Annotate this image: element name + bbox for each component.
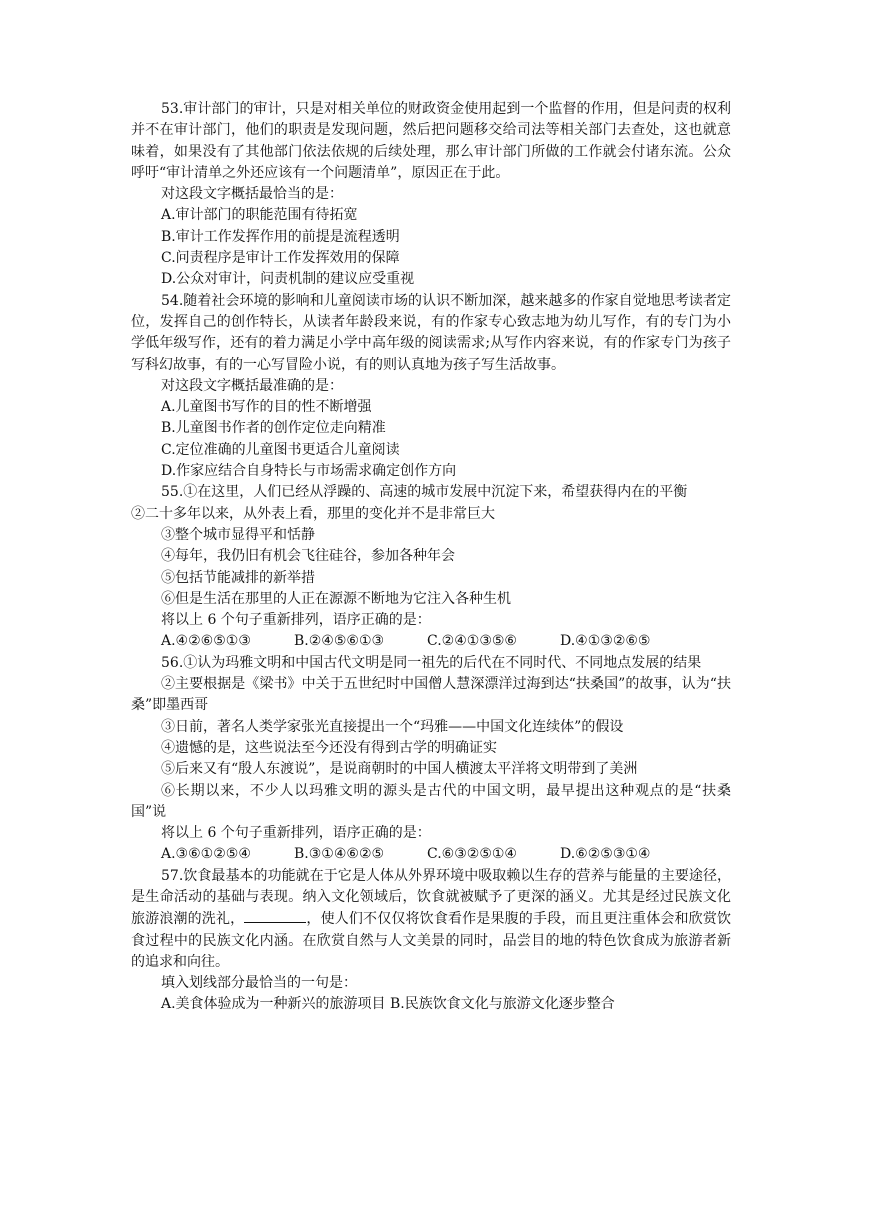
sentence-4: ④每年，我仍旧有机会飞往硅谷，参加各种年会: [161, 548, 455, 565]
option-c: C.⑥③②⑤①④: [427, 846, 517, 863]
sentence-3: ③整个城市显得平和恬静: [161, 526, 315, 543]
option-d: D.作家应结合自身特长与市场需求确定创作方向: [161, 463, 457, 480]
option-d: D.④①③②⑥⑤: [560, 633, 651, 650]
question-53: [131, 99, 731, 291]
options-row: [131, 844, 731, 865]
fill-in-blank: [244, 908, 306, 923]
option-b: B.儿童图书作者的创作定位走向精准: [161, 420, 386, 437]
sentence-1: 56.①认为玛雅文明和中国古代文明是同一祖先的后代在不同时代、不同地点发展的结果: [161, 654, 702, 671]
sentence-2: ②二十多年以来，从外表上看，那里的变化并不是非常巨大: [131, 505, 495, 522]
option-c: C.定位准确的儿童图书更适合儿童阅读: [161, 441, 400, 458]
question-56: [131, 653, 731, 866]
question-stem: 53.审计部门的审计，只是对相关单位的财政资金使用起到一个监督的作用，但是问责的权利并不在审计部门，他们的职责是发现问题，然后把问题移交给司法等相关部门去查处，这也就意味着，如果没有了其他部门依法依规的后续处理，那么审计部门所做的工作就会付诸东流。公众呼吁“审计清单之外还应该有一个问题清单”，原因正在于此。: [131, 101, 731, 181]
sentence-6: ⑥长期以来，不少人以玛雅文明的源头是古代的中国文明，最早提出这种观点的是“扶桑国”说: [131, 782, 731, 820]
option-b: B.③①④⑥②⑤: [294, 846, 385, 863]
question-stem: [131, 866, 731, 973]
question-55: [131, 482, 731, 652]
option-d: D.公众对审计，问责机制的建议应受重视: [161, 271, 415, 288]
question-stem: 54.随着社会环境的影响和儿童阅读市场的认识不断加深，越来越多的作家自觉地思考读者定位，发挥自己的创作特长，从读者年龄段来说，有的作家专心致志地为幼儿写作，有的专门为小学低年级写作，还有的着力满足小学中高年级的阅读需求;从写作内容来说，有的作家专门为孩子写科幻故事，有的一心写冒险小说，有的则认真地为孩子写生活故事。: [131, 292, 731, 373]
option-b: B.②④⑤⑥①③: [294, 633, 385, 650]
sentence-5: ⑤包括节能减排的新举措: [161, 569, 315, 586]
sentence-3: ③日前，著名人类学家张光直接提出一个“玛雅——中国文化连续体”的假设: [161, 718, 624, 735]
option-b: B.民族饮食文化与旅游文化逐步整合: [390, 996, 615, 1013]
question-prompt: 对这段文字概括最恰当的是：: [161, 186, 343, 203]
option-a: A.美食体验成为一种新兴的旅游项目: [161, 996, 386, 1013]
option-a: A.④②⑥⑤①③: [161, 633, 251, 650]
stem-before-blank: 57.饮食最基本的功能就在于它是人体从外界环境中吸取赖以生存的营养与能量的主要途径，是生命活动的基础与表现。纳入文化领域后，饮食就被赋予了更深的涵义。尤其是经过民族文化旅游浪潮的洗礼，: [131, 867, 731, 928]
option-a: A.儿童图书写作的目的性不断增强: [161, 399, 372, 416]
question-prompt: 将以上 6 个句子重新排列，语序正确的是：: [161, 612, 431, 629]
sentence-1: 55.①在这里，人们已经从浮躁的、高速的城市发展中沉淀下来，希望获得内在的平衡: [161, 484, 688, 501]
option-c: C.问责程序是审计工作发挥效用的保障: [161, 250, 400, 267]
option-b: B.审计工作发挥作用的前提是流程透明: [161, 228, 400, 245]
question-prompt: 填入划线部分最恰当的一句是：: [161, 975, 357, 992]
sentence-5: ⑤后来又有“殷人东渡说”，是说商朝时的中国人横渡太平洋将文明带到了美洲: [161, 761, 638, 778]
options-row: [131, 631, 731, 652]
sentence-4: ④遗憾的是，这些说法至今还没有得到古学的明确证实: [161, 739, 497, 756]
options-row: [131, 994, 731, 1015]
question-54: [131, 291, 731, 483]
question-prompt: 将以上 6 个句子重新排列，语序正确的是：: [161, 825, 431, 842]
option-d: D.⑥②⑤③①④: [560, 846, 651, 863]
option-c: C.②④①③⑤⑥: [427, 633, 517, 650]
sentence-2: ②主要根据是《梁书》中关于五世纪时中国僧人慧深漂洋过海到达“扶桑国”的故事，认为“扶桑”即墨西哥: [131, 676, 731, 714]
question-prompt: 对这段文字概括最准确的是：: [161, 377, 343, 394]
sentence-6: ⑥但是生活在那里的人正在源源不断地为它注入各种生机: [161, 590, 511, 607]
option-a: A.审计部门的职能范围有待拓宽: [161, 207, 358, 224]
question-57: [131, 866, 731, 1016]
option-a: A.③⑥①②⑤④: [161, 846, 251, 863]
stem-after-blank: ，使人们不仅仅将饮食看作是果腹的手段，而且更注重体会和欣赏饮食过程中的民族文化内涵。在欣赏自然与人文美景的同时，品尝目的地的特色饮食成为旅游者新的追求和向往。: [131, 911, 732, 970]
